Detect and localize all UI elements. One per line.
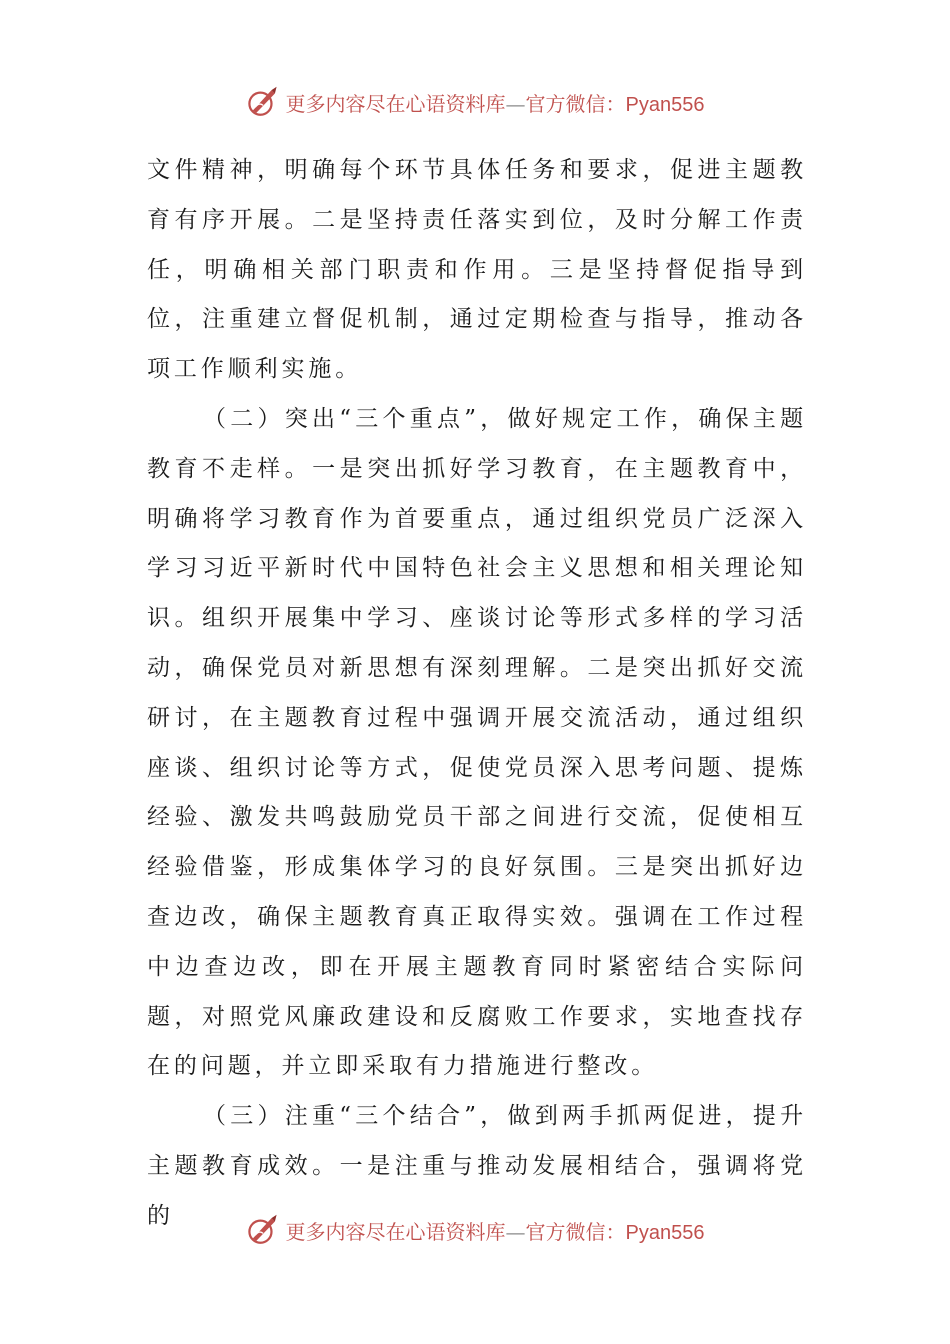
quill-pen-logo-icon	[246, 1213, 280, 1247]
document-body	[147, 146, 807, 1242]
header-watermark	[0, 82, 950, 122]
watermark-text: 更多内容尽在心语资料库—官方微信：Pyan556	[285, 91, 705, 116]
footer-watermark	[0, 1210, 950, 1250]
watermark-text: 更多内容尽在心语资料库—官方微信：Pyan556	[285, 1219, 705, 1244]
quill-pen-logo-icon	[246, 85, 280, 119]
paragraph-1: 文件精神，明确每个环节具体任务和要求，促进主题教育有序开展。二是坚持责任落实到位，及时分解工作责任，明确相关部门职责和作用。三是坚持督促指导到位，注重建立督促机制，通过定期检查与指导，推动各项工作顺利实施。	[147, 157, 807, 383]
paragraph-3: （三）注重“三个结合”，做到两手抓两促进，提升主题教育成效。一是注重与推动发展相结合，强调将党的	[147, 1103, 807, 1229]
paragraph-2: （二）突出“三个重点”，做好规定工作，确保主题教育不走样。一是突出抓好学习教育，在主题教育中，明确将学习教育作为首要重点，通过组织党员广泛深入学习习近平新时代中国特色社会主义思想和相关理论知识。组织开展集中学习、座谈讨论等形式多样的学习活动，确保党员对新思想有深刻理解。二是突出抓好交流研讨，在主题教育过程中强调开展交流活动，通过组织座谈、组织讨论等方式，促使党员深入思考问题、提炼经验、激发共鸣鼓励党员干部之间进行交流，促使相互经验借鉴，形成集体学习的良好氛围。三是突出抓好边查边改，确保主题教育真正取得实效。强调在工作过程中边查边改，即在开展主题教育同时紧密结合实际问题，对照党风廉政建设和反腐败工作要求，实地查找存在的问题，并立即采取有力措施进行整改。	[147, 405, 807, 1080]
